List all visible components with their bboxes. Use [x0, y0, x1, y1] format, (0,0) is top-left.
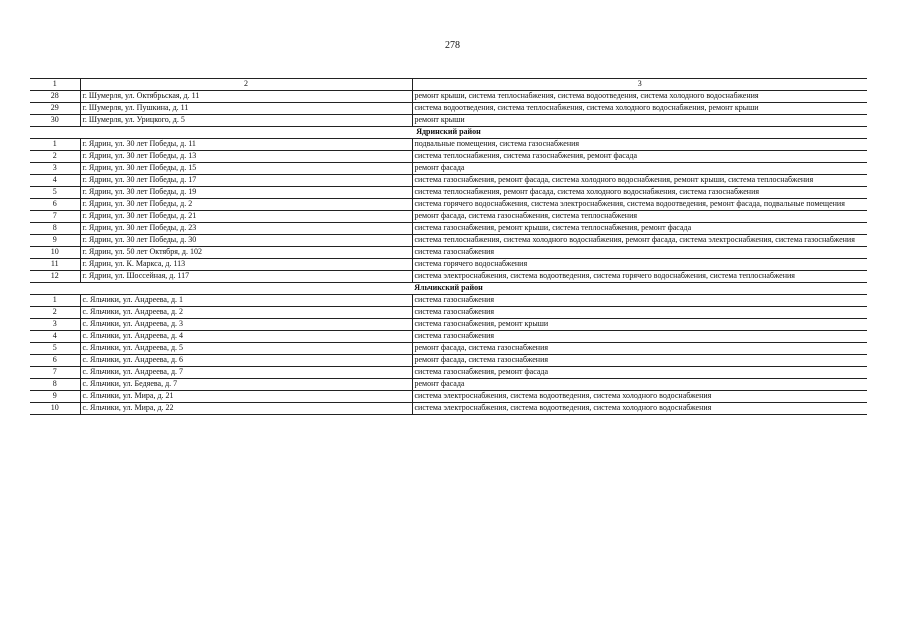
address-cell: г. Ядрин, ул. 30 лет Победы, д. 15 [80, 163, 412, 175]
address-cell: с. Яльчики, ул. Мира, д. 21 [80, 391, 412, 403]
table-row [30, 271, 867, 283]
address-cell: г. Ядрин, ул. 30 лет Победы, д. 21 [80, 211, 412, 223]
row-number-cell: 9 [30, 235, 80, 247]
table-row [30, 235, 867, 247]
address-cell: с. Яльчики, ул. Андреева, д. 5 [80, 343, 412, 355]
row-number-cell: 28 [30, 91, 80, 103]
table-row [30, 295, 867, 307]
district-heading-row [30, 283, 867, 295]
table-row [30, 247, 867, 259]
row-number-cell: 3 [30, 319, 80, 331]
works-cell: ремонт фасада [414, 163, 465, 172]
table-row [30, 163, 867, 175]
register-table [30, 78, 867, 415]
address-cell: г. Ядрин, ул. 30 лет Победы, д. 2 [80, 199, 412, 211]
column-number-row [30, 79, 867, 91]
row-number-cell: 5 [30, 187, 80, 199]
table-row [30, 391, 867, 403]
works-cell: система газоснабжения [414, 247, 495, 256]
table-row [30, 91, 867, 103]
row-number-cell: 10 [30, 247, 80, 259]
works-cell: система горячего водоснабжения, система электроснабжения, система водоотведения, ремонт фасада, подвальные помещения [414, 199, 845, 208]
works-cell: ремонт крыши [414, 115, 465, 124]
address-cell: с. Яльчики, ул. Андреева, д. 6 [80, 355, 412, 367]
table-row [30, 175, 867, 187]
row-number-cell: 8 [30, 223, 80, 235]
works-cell: система электроснабжения, система водоотведения, система холодного водоснабжения [414, 391, 712, 400]
table-row [30, 223, 867, 235]
row-number-cell: 1 [30, 295, 80, 307]
works-cell: система теплоснабжения, система газоснабжения, ремонт фасада [414, 151, 638, 160]
works-cell: ремонт крыши, система теплоснабжения, система водоотведения, система холодного водоснабжения [414, 91, 759, 100]
district-heading-row [30, 127, 867, 139]
works-cell: система теплоснабжения, система холодного водоснабжения, ремонт фасада, система электроснабжения, система газоснабжения [414, 235, 855, 244]
table-body [30, 79, 867, 415]
table-row [30, 403, 867, 415]
works-cell: система газоснабжения, ремонт крыши, система теплоснабжения, ремонт фасада [414, 223, 692, 232]
address-cell: г. Ядрин, ул. 30 лет Победы, д. 13 [80, 151, 412, 163]
address-cell: г. Шумерля, ул. Пушкина, д. 11 [80, 103, 412, 115]
table-row [30, 103, 867, 115]
row-number-cell: 11 [30, 259, 80, 271]
row-number-cell: 5 [30, 343, 80, 355]
row-number-cell: 30 [30, 115, 80, 127]
table-row [30, 187, 867, 199]
works-cell: система газоснабжения [414, 331, 495, 340]
works-cell: система газоснабжения, ремонт крыши [414, 319, 549, 328]
works-cell: система теплоснабжения, ремонт фасада, система холодного водоснабжения, система газоснабжения [414, 187, 760, 196]
works-cell: система газоснабжения, ремонт фасада, система холодного водоснабжения, ремонт крыши, система теплоснабжения [414, 175, 814, 184]
works-cell: система электроснабжения, система водоотведения, система холодного водоснабжения [414, 403, 712, 412]
row-number-cell: 29 [30, 103, 80, 115]
address-cell: г. Ядрин, ул. 50 лет Октября, д. 102 [80, 247, 412, 259]
row-number-cell: 2 [30, 307, 80, 319]
table-row [30, 343, 867, 355]
works-cell: ремонт фасада, система газоснабжения [414, 355, 549, 364]
row-number-cell: 8 [30, 379, 80, 391]
row-number-cell: 6 [30, 199, 80, 211]
works-cell: ремонт фасада [414, 379, 465, 388]
table-row [30, 355, 867, 367]
address-cell: с. Яльчики, ул. Бедяева, д. 7 [80, 379, 412, 391]
address-cell: г. Ядрин, ул. 30 лет Победы, д. 11 [80, 139, 412, 151]
address-cell: г. Ядрин, ул. 30 лет Победы, д. 19 [80, 187, 412, 199]
table-row [30, 259, 867, 271]
address-cell: с. Яльчики, ул. Андреева, д. 4 [80, 331, 412, 343]
table-row [30, 211, 867, 223]
column-number-3: 3 [637, 79, 642, 88]
row-number-cell: 3 [30, 163, 80, 175]
address-cell: г. Ядрин, ул. Шоссейная, д. 117 [80, 271, 412, 283]
row-number-cell: 1 [30, 139, 80, 151]
row-number-cell: 2 [30, 151, 80, 163]
row-number-cell: 7 [30, 211, 80, 223]
address-cell: г. Шумерля, ул. Октябрьская, д. 11 [80, 91, 412, 103]
table-row [30, 307, 867, 319]
address-cell: г. Ядрин, ул. К. Маркса, д. 113 [80, 259, 412, 271]
row-number-cell: 4 [30, 175, 80, 187]
address-cell: г. Шумерля, ул. Урицкого, д. 5 [80, 115, 412, 127]
table-row [30, 139, 867, 151]
row-number-cell: 4 [30, 331, 80, 343]
address-cell: г. Ядрин, ул. 30 лет Победы, д. 23 [80, 223, 412, 235]
works-cell: система горячего водоснабжения [414, 259, 528, 268]
works-cell: система электроснабжения, система водоотведения, система горячего водоснабжения, система теплоснабжения [414, 271, 795, 280]
works-cell: ремонт фасада, система газоснабжения, система теплоснабжения [414, 211, 638, 220]
address-cell: с. Яльчики, ул. Андреева, д. 1 [80, 295, 412, 307]
row-number-cell: 9 [30, 391, 80, 403]
works-cell: система водоотведения, система теплоснабжения, система холодного водоснабжения, ремонт крыши [414, 103, 759, 112]
table-row [30, 331, 867, 343]
address-cell: г. Ядрин, ул. 30 лет Победы, д. 17 [80, 175, 412, 187]
district-heading: Яльчикский район [414, 283, 483, 292]
table-row [30, 199, 867, 211]
column-number-1: 1 [30, 79, 80, 91]
works-cell: подвальные помещения, система газоснабжения [414, 139, 580, 148]
table-row [30, 319, 867, 331]
address-cell: с. Яльчики, ул. Мира, д. 22 [80, 403, 412, 415]
table-row [30, 379, 867, 391]
row-number-cell: 12 [30, 271, 80, 283]
works-cell: система газоснабжения [414, 295, 495, 304]
works-cell: ремонт фасада, система газоснабжения [414, 343, 549, 352]
column-number-2: 2 [80, 79, 412, 91]
address-cell: с. Яльчики, ул. Андреева, д. 3 [80, 319, 412, 331]
works-cell: система газоснабжения, ремонт фасада [414, 367, 549, 376]
works-cell: система газоснабжения [414, 307, 495, 316]
row-number-cell: 10 [30, 403, 80, 415]
table-row [30, 115, 867, 127]
table-row [30, 151, 867, 163]
address-cell: с. Яльчики, ул. Андреева, д. 7 [80, 367, 412, 379]
address-cell: г. Ядрин, ул. 30 лет Победы, д. 30 [80, 235, 412, 247]
page-number: 278 [445, 40, 460, 51]
row-number-cell: 7 [30, 367, 80, 379]
district-heading: Ядринский район [416, 127, 481, 136]
address-cell: с. Яльчики, ул. Андреева, д. 2 [80, 307, 412, 319]
table-row [30, 367, 867, 379]
row-number-cell: 6 [30, 355, 80, 367]
